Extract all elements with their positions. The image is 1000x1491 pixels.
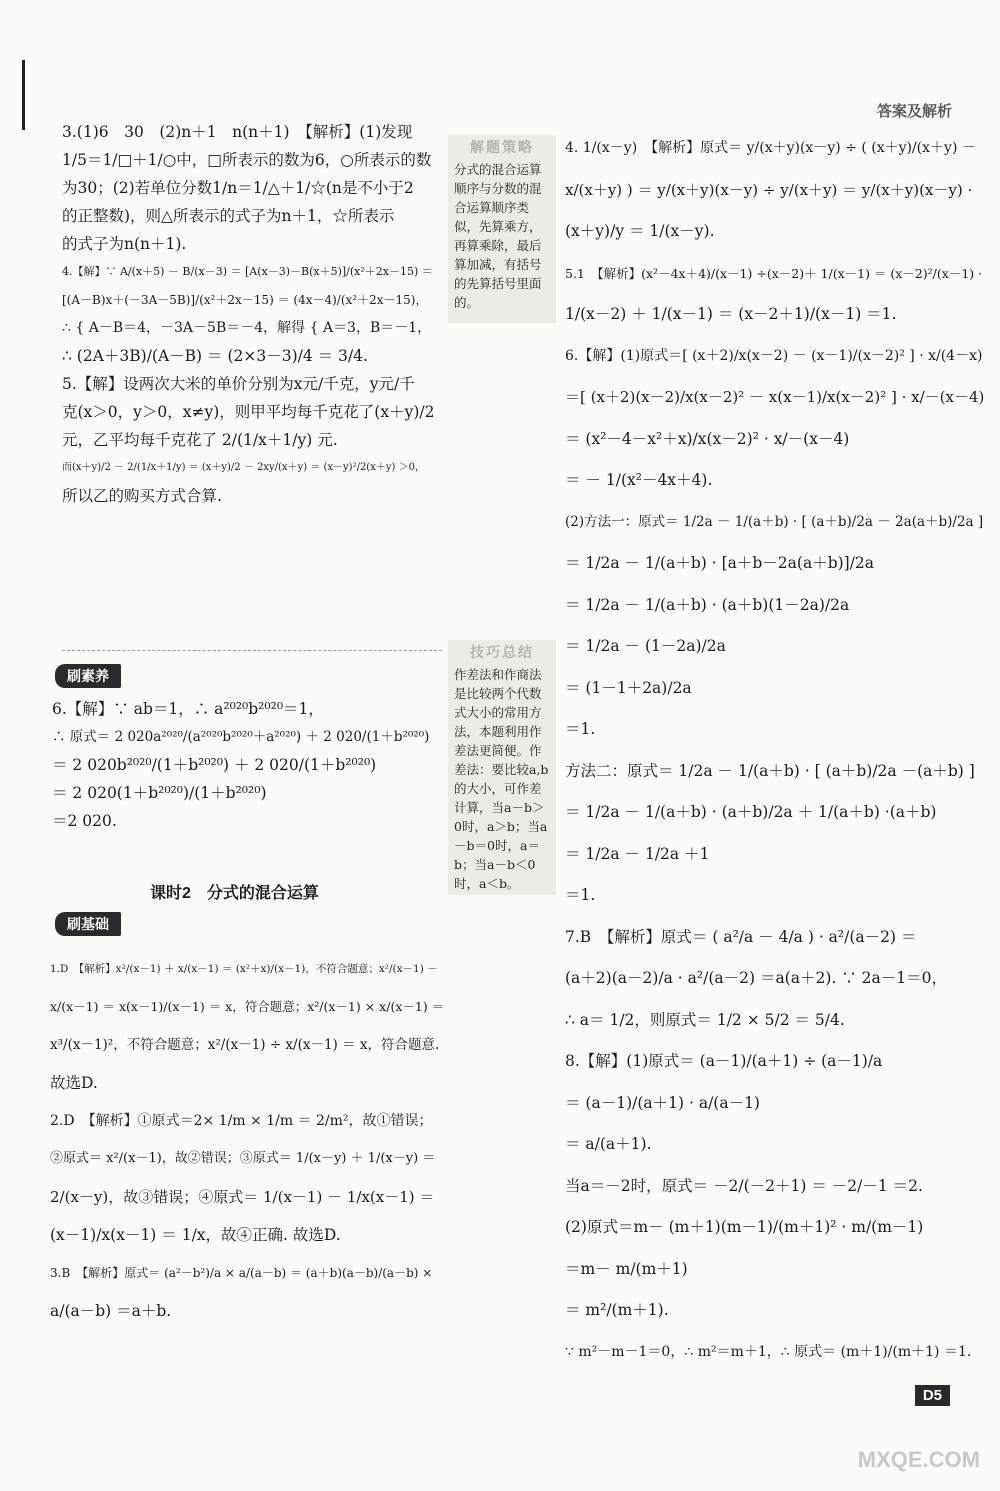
right-line: 7.B 【解析】原式＝ ( a²/a － 4/a ) · a²/(a－2) ＝ — [565, 927, 917, 946]
right-line: 5.1 【解析】(x²－4x＋4)/(x－1) ÷(x－2)＋ 1/(x－1) ＝ (x－2)²/(x－1) · — [565, 265, 983, 281]
right-line: ＝ (1－1＋2a)/2a — [565, 678, 692, 697]
right-line: ＝ 1/2a － 1/2a ＋1 — [565, 844, 710, 863]
left-line: 2/(x－y)，故③错误；④原式＝ 1/(x－1) － 1/x(x－1) ＝ — [50, 1188, 435, 1206]
left-line: x/(x－1) ＝ x(x－1)/(x－1) ＝ x，符合题意；x²/(x－1) × x/(x－1) ＝ — [50, 999, 445, 1014]
left-line: ＝ 2 020(1＋b²⁰²⁰)/(1＋b²⁰²⁰) — [52, 784, 267, 802]
left-line: 克(x＞0，y＞0，x≠y)，则甲平均每千克花了(x＋y)/2 — [62, 403, 435, 421]
side-note-text: 作差法和作商法是比较两个代数式大小的常用方法，本题利用作差法更简便。作差法：要比较a,b的大小，可作差计算，当a－b＞0时，a＞b；当a－b＝0时，a＝b；当a－b＜0时，a＜b。 — [454, 667, 549, 891]
side-note-text: 分式的混合运算顺序与分数的混合运算顺序类似，先算乘方，再算乘除，最后算加减，有括号的先算括号里面的。 — [454, 162, 542, 310]
left-line: x³/(x－1)²，不符合题意；x²/(x－1) ÷ x/(x－1) ＝ x，符合题意. — [50, 1037, 440, 1053]
divider — [62, 650, 442, 652]
right-line: ＝ a/(a＋1). — [565, 1135, 652, 1153]
right-line: ＝ (a－1)/(a＋1) · a/(a－1) — [565, 1093, 760, 1112]
right-line: ＝1. — [565, 720, 596, 738]
side-note-tips — [448, 640, 556, 895]
badge-quality — [55, 664, 121, 688]
left-line: ∴ 原式＝ 2 020a²⁰²⁰/(a²⁰²⁰b²⁰²⁰＋a²⁰²⁰) ＋ 2 020/(1＋b²⁰²⁰) — [52, 729, 430, 745]
left-line: 1.D 【解析】x²/(x－1) ＋ x/(x－1) ＝ (x²＋x)/(x－1)，不符合题意；x²/(x－1) － — [50, 963, 438, 975]
right-line: (x＋y)/y ＝ 1/(x－y). — [565, 222, 715, 240]
left-line: 2.D 【解析】①原式＝2× 1/m × 1/m ＝ 2/m²，故①错误； — [50, 1113, 433, 1129]
right-line: ＝1. — [565, 886, 596, 904]
badge-label: 刷基础 — [55, 912, 121, 936]
left-line: a/(a－b) ＝a＋b. — [50, 1302, 172, 1320]
left-line: ∴ { A－B＝4，－3A－5B＝－4，解得 { A＝3，B＝－1， — [62, 320, 432, 336]
left-line: 1/5＝1/□＋1/○中，□所表示的数为6，○所表示的数 — [62, 151, 432, 169]
right-line: ＝ 1/2a － (1－2a)/2a — [565, 637, 726, 655]
left-line: 5.【解】设两次大米的单价分别为x元/千克，y元/千 — [62, 375, 415, 393]
side-note-title: 解题策略 — [470, 140, 534, 156]
left-line: 所以乙的购买方式合算. — [62, 487, 222, 505]
right-line: 6.【解】(1)原式＝[ (x＋2)/x(x－2) － (x－1)/(x－2)² ] · x/(4－x) — [565, 347, 983, 364]
left-line: 元，乙平均每千克花了 2/(1/x＋1/y) 元. — [62, 431, 338, 449]
right-line: ＝ 1/2a － 1/(a＋b) · (a＋b)(1－2a)/2a — [565, 595, 850, 614]
page-header: 答案及解析 — [876, 103, 952, 120]
right-line: ∴ a＝ 1/2，则原式＝ 1/2 × 5/2 ＝ 5/4. — [565, 1010, 845, 1029]
side-note-title: 技巧总结 — [470, 645, 534, 661]
left-line: 6.【解】∵ ab＝1，∴ a²⁰²⁰b²⁰²⁰＝1， — [52, 700, 324, 718]
right-line: (a＋2)(a－2)/a · a²/(a－2) ＝a(a＋2). ∵ 2a－1＝0， — [565, 969, 947, 987]
left-line: 3.(1)6 30 (2)n＋1 n(n＋1) 【解析】(1)发现 — [62, 123, 413, 141]
right-line: ＝ (x²－4－x²＋x)/x(x－2)² · x/－(x－4) — [565, 429, 850, 448]
left-line: ＝ 2 020b²⁰²⁰/(1＋b²⁰²⁰) ＋ 2 020/(1＋b²⁰²⁰) — [52, 756, 377, 774]
left-column-1 — [62, 118, 442, 510]
watermark-logo: MXQE.COM — [857, 1447, 980, 1472]
left-line: 3.B 【解析】原式＝ (a²－b²)/a × a/(a－b) ＝ (a＋b)(a－b)/(a－b) × — [50, 1266, 433, 1280]
left-line: [(A－B)x＋(－3A－5B)]/(x²＋2x－15) ＝ (4x－4)/(x²＋2x－15)， — [62, 293, 428, 307]
right-line: ＝ － 1/(x²－4x＋4). — [565, 471, 713, 489]
left-line: ＝2 020. — [52, 812, 117, 830]
right-line: ＝m－ m/(m＋1) — [565, 1259, 688, 1278]
badge-basic — [55, 912, 121, 936]
right-line: 4. 1/(x－y) 【解析】原式＝ y/(x＋y)(x－y) ÷ ( (x＋y)/(x＋y) － — [565, 140, 976, 156]
lesson-title: 课时2 分式的混合运算 — [150, 885, 319, 902]
right-line: 1/(x－2) ＋ 1/(x－1) ＝ (x－2＋1)/(x－1) ＝1. — [565, 305, 897, 323]
right-line: (2)方法一：原式＝ 1/2a － 1/(a＋b) · [ (a＋b)/2a － 2a(a＋b)/2a ] — [565, 513, 984, 530]
left-line: 的式子为n(n＋1). — [62, 235, 187, 253]
left-line: 的正整数)，则△所表示的式子为n＋1，☆所表示 — [62, 207, 395, 225]
left-column-3 — [50, 950, 445, 1330]
page-number: D5 — [915, 1385, 950, 1406]
left-column-2 — [52, 695, 432, 835]
left-line: ②原式＝ x²/(x－1)，故②错误；③原式＝ 1/(x－y) ＋ 1/(x－y) ＝ — [50, 1151, 436, 1166]
margin-bar — [22, 60, 25, 130]
right-line: ＝ 1/2a － 1/(a＋b) · [a＋b－2a(a＋b)]/2a — [565, 554, 875, 572]
right-column — [565, 128, 985, 1373]
side-note-strategy — [448, 135, 556, 323]
right-line: ＝[ (x＋2)(x－2)/x(x－2)² － x(x－1)/x(x－2)² ] · x/－(x－4) — [565, 388, 985, 406]
right-line: (2)原式＝m－ (m＋1)(m－1)/(m＋1)² · m/(m－1) — [565, 1218, 924, 1236]
badge-label: 刷素养 — [55, 664, 121, 688]
right-line: ∵ m²－m－1＝0，∴ m²＝m＋1，∴ 原式＝ (m＋1)/(m＋1) ＝1. — [565, 1343, 972, 1360]
right-line: 方法二：原式＝ 1/2a － 1/(a＋b) · [ (a＋b)/2a －(a＋b) ] — [565, 761, 975, 780]
right-line: x/(x＋y) ) ＝ y/(x＋y)(x－y) ÷ y/(x＋y) ＝ y/(x＋y)(x－y) · — [565, 180, 973, 199]
left-line: 故选D. — [50, 1074, 98, 1092]
right-line: ＝ m²/(m＋1). — [565, 1301, 669, 1319]
left-line: 而(x＋y)/2 － 2/(1/x＋1/y) ＝ (x＋y)/2 － 2xy/(x＋y) ＝ (x－y)²/2(x＋y) ＞0， — [62, 462, 425, 473]
right-line: 8.【解】(1)原式＝ (a－1)/(a＋1) ÷ (a－1)/a — [565, 1052, 883, 1070]
left-line: 4.【解】∵ A/(x＋5) － B/(x－3) ＝ [A(x－3)－B(x＋5)]/(x²＋2x－15) ＝ — [62, 265, 433, 278]
right-line: 当a＝－2时，原式＝ －2/(－2＋1) ＝ －2/－1 ＝2. — [565, 1176, 923, 1195]
left-line: 为30；(2)若单位分数1/n＝1/△＋1/☆(n是不小于2 — [62, 179, 414, 197]
right-line: ＝ 1/2a － 1/(a＋b) · (a＋b)/2a ＋ 1/(a＋b) ·(a＋b) — [565, 803, 937, 821]
left-line: ∴ (2A＋3B)/(A－B) ＝ (2×3－3)/4 ＝ 3/4. — [62, 347, 368, 365]
left-line: (x－1)/x(x－1) ＝ 1/x，故④正确. 故选D. — [50, 1226, 341, 1244]
